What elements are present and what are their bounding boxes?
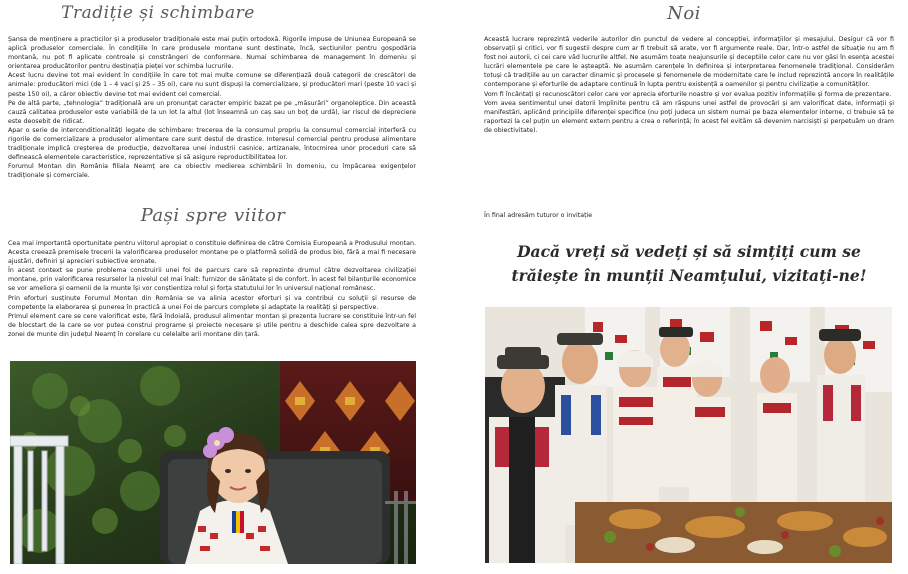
paragraph: Șansa de menținere a practicilor și a produselor tradiționale este mai puțin ortodoxă. Rigorile impuse de Uniunea Europeană se aplică produselor comerciale. În condițiile în care produsele montane sunt destinate, încă, sectiunilor pentru gospodăria montană, nu pot fi aplicate controale și constrângeri de conformare. Numai schimbarea de management în domeniu și orientarea producătorilor pentru destinația pieței vor schimba lucrurile.: [8, 36, 416, 71]
title-noi: Noi: [667, 3, 701, 24]
paragraph: Apar o serie de interconditionalități legate de schimbare: trecerea de la consumul propriu la consumul comercial interferă cu rigorile de comercializare a produselor alimentare care sunt destul de drastice. Interesul comercial pentru produse alimentare tradiționale implică creșterea de producție, dezvoltarea unei industrii casnice, artizanale, întocmirea unor proceduri care să definească elementele caracteristice, reprezentative și să asigure reproductibilitatea lor.: [8, 126, 416, 162]
paragraph: Pe de altă parte, „tehnologia” tradițională are un pronunțat caracter empiric bazat pe pe „măsurări” organoleptice. Din această cauză calitatea produselor este variabilă de la un lot la altul (lot înseamnă un caș sau un boț de urdă), iar riscul de depreciere este deosebit de ridicat.: [8, 99, 416, 125]
paragraph: Forumul Montan din România filiala Neamț are ca obiectiv medierea schimbării în domeniu, cu împăcarea exigențelor tradiționale și comerciale.: [8, 163, 416, 180]
invitation-slogan: [484, 240, 894, 288]
paragraph: Prin eforturi susținute Forumul Montan din România se va alinia acestor eforturi și va contribui cu soluții și resurse de competențe la elaborarea și punerea în practică a unei Foi de parcurs complete și adaptate la realități și perspective.: [8, 294, 416, 311]
paragraph: Vom fi încântați și recunoscători celor care vor aprecia eforturile noastre și vor evalua pozitiv informațiile și forma de prezentare.: [484, 90, 892, 98]
section-noi: [484, 35, 894, 135]
title-pasi-spre-viitor: Pași spre viitor: [140, 205, 286, 226]
paragraph: Primul element care se cere valorificat este, fără îndoială, produsul alimentar montan și prezenta lucrare se constituie într-un fel de blocstart de la care se vor putea construi programe și proiecte necesare și utile pentru a deschide calea spre dezvoltare a zonei de munte din județul Neamț în corelare cu celelalte arii montane din țară.: [8, 312, 416, 338]
photo-girl-traditional-costume: [10, 361, 416, 564]
slogan-line-1: Dacă vreți să vedeți și să simțiți cum se: [517, 242, 861, 261]
paragraph: Acest lucru devine tot mai evident în condițiile în care tot mai multe comune se diferențiază două categorii de crescători de animale: producători mici (de 1 – 4 vaci și 25 – 35 oi), care nu sunt dispuși la comercializare, și producători mari (peste 10 vaci și peste 150 oi), a căror obiectiv devine tot mai evident cel comercial.: [8, 72, 416, 98]
paragraph: Cea mai importantă oportunitate pentru viitorul apropiat o constituie definirea de către Comisia Europeană a Produsului montan. Acesta creează premisele trecerii la valorificarea produselor montane pe o platformă solidă de produs bio, fără a mai fi necesare ajustări, definiri și aprecieri subiective eronate.: [8, 240, 416, 266]
paragraph: În acest context se pune problema construirii unei foi de parcurs care să reprezinte drumul către dezvoltarea civilizației montane, prin valorificarea resurselor la nivelul cel mai înalt: furnizor de sănătate și de confort. În acest fel bilanțurile economice se vor ameliora și oamenii de la munte își vor conștientiza rolul și forța statutului lor în universul național românesc.: [8, 267, 416, 293]
paragraph: Această lucrare reprezintă vederile autorilor din punctul de vedere al concepției, informațiilor și mesajului. Desigur că vor fi observații și critici, vor fi sugestii despre cum ar fi trebuit să arate, vor fi argumente reale. Dar, într-o astfel de situație nu am fi fost noi autorii, ci cei care văd lucrurile altfel. Ne asumăm toate neajunsurile și deceptiile celor care nu vor găsi în esența acestei lucrări elementele pe care le așteaptă. Ne asumăm carențele în definirea și interpretarea fenomenele tradițional. Considerăm totuși că tradițiile au un caracter dinamic și procesele și fenomenele de modernitate care le includ reprezintă ancore în realitățile contemporane și eforturile de adaptare continuă în lupta pentru existență a oamenilor și pentru civilizație a comunităților.: [484, 36, 894, 89]
section-viitor: [8, 239, 416, 339]
invitation-intro: În final adresăm tuturor o invitație: [484, 212, 593, 219]
photo-folk-group-feast: [485, 307, 892, 563]
paragraph: Vom avea sentimentul unei datorii împlinite pentru că am răspuns unei astfel de provocări și am valorificat date, informații și manifestări, aplicând principiile diferenței specifice (nu poți judeca un sistem numai pe baza elementelor interne, ci trebuie să te raportezi la cel puțin un element extern pentru a crea o referință; în acest fel evităm să devenim narcisiști și perpetuăm un dram de obiectivitate).: [484, 99, 894, 134]
slogan-line-2: trăiește în munții Neamțului, vizitați-ne!: [511, 266, 867, 285]
title-traditie-schimbare: Tradiție și schimbare: [61, 3, 255, 23]
section-traditie: [8, 35, 416, 181]
